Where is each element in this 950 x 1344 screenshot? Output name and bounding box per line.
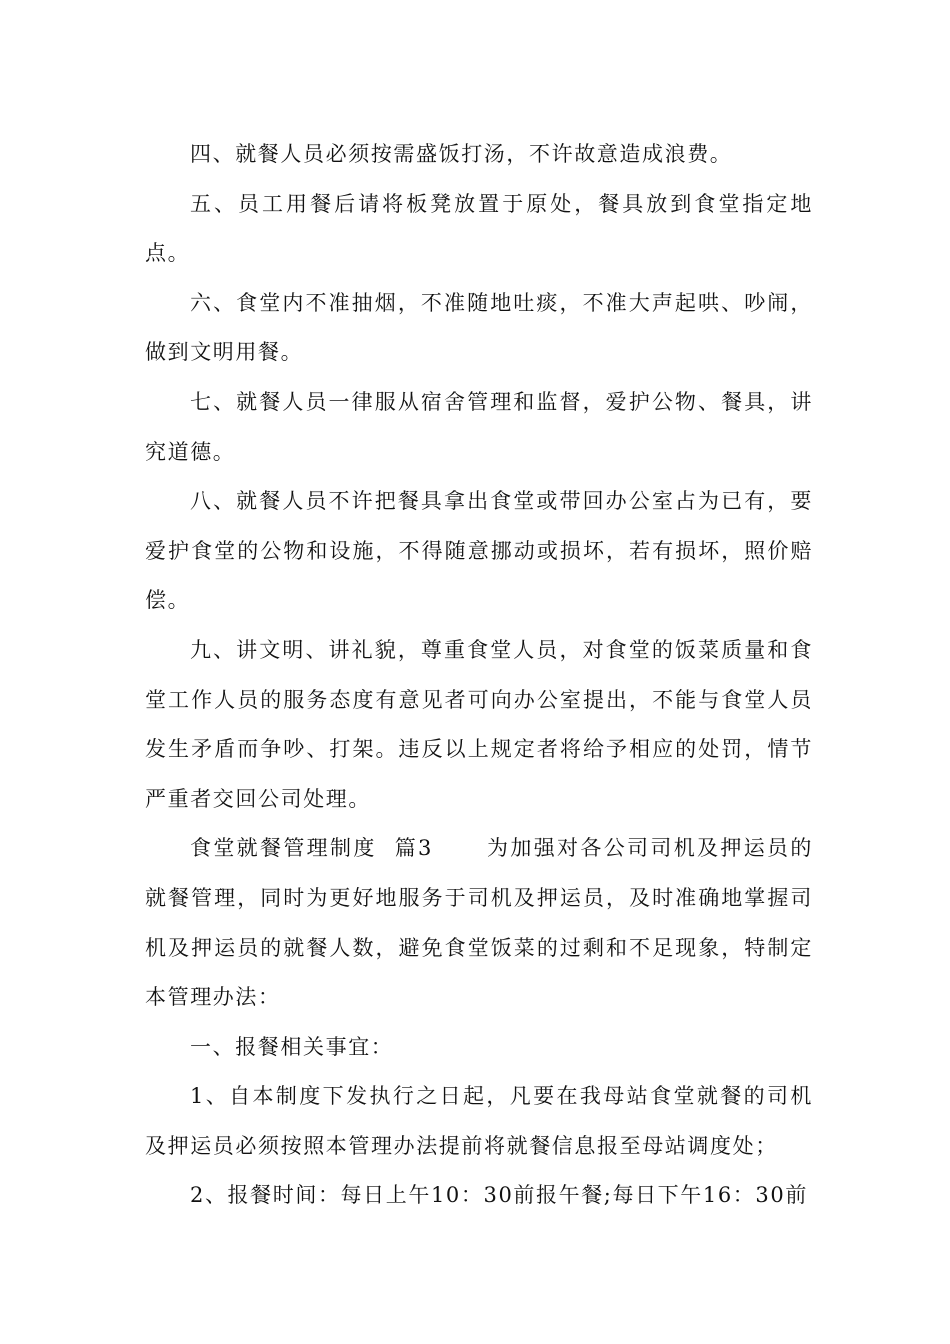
- paragraph-rule-4: 四、就餐人员必须按需盛饭打汤，不许故意造成浪费。: [190, 142, 733, 166]
- document-body: [145, 130, 813, 1221]
- paragraph-item-2: 2、报餐时间：每日上午10：30前报午餐;每日下午16：30前: [190, 1183, 808, 1208]
- paragraph-heading-ordering: 一、报餐相关事宜：: [190, 1034, 394, 1059]
- paragraph-section-3-intro: 食堂就餐管理制度 篇3 为加强对各公司司机及押运员的就餐管理，同时为更好地服务于司机及押运员，及时准确地掌握司机及押运员的就餐人数，避免食堂饭菜的过剩和不足现象，特制定本管理办法：: [145, 836, 813, 1010]
- paragraph-rule-5: 五、员工用餐后请将板凳放置于原处，餐具放到食堂指定地点。: [145, 191, 813, 266]
- paragraph-rule-8: 八、就餐人员不许把餐具拿出食堂或带回办公室占为已有，要爱护食堂的公物和设施，不得随意挪动或损坏，若有损坏，照价赔偿。: [145, 489, 813, 613]
- paragraph-rule-7: 七、就餐人员一律服从宿舍管理和监督，爱护公物、餐具，讲究道德。: [145, 389, 813, 464]
- paragraph-item-1: 1、自本制度下发执行之日起，凡要在我母站食堂就餐的司机及押运员必须按照本管理办法提前将就餐信息报至母站调度处；: [145, 1084, 813, 1158]
- paragraph-rule-9: 九、讲文明、讲礼貌，尊重食堂人员，对食堂的饭菜质量和食堂工作人员的服务态度有意见者可向办公室提出，不能与食堂人员发生矛盾而争吵、打架。违反以上规定者将给予相应的处罚，情节严重者交回公司处理。: [145, 637, 813, 811]
- paragraph-rule-6: 六、食堂内不准抽烟，不准随地吐痰，不准大声起哄、吵闹，做到文明用餐。: [145, 290, 813, 365]
